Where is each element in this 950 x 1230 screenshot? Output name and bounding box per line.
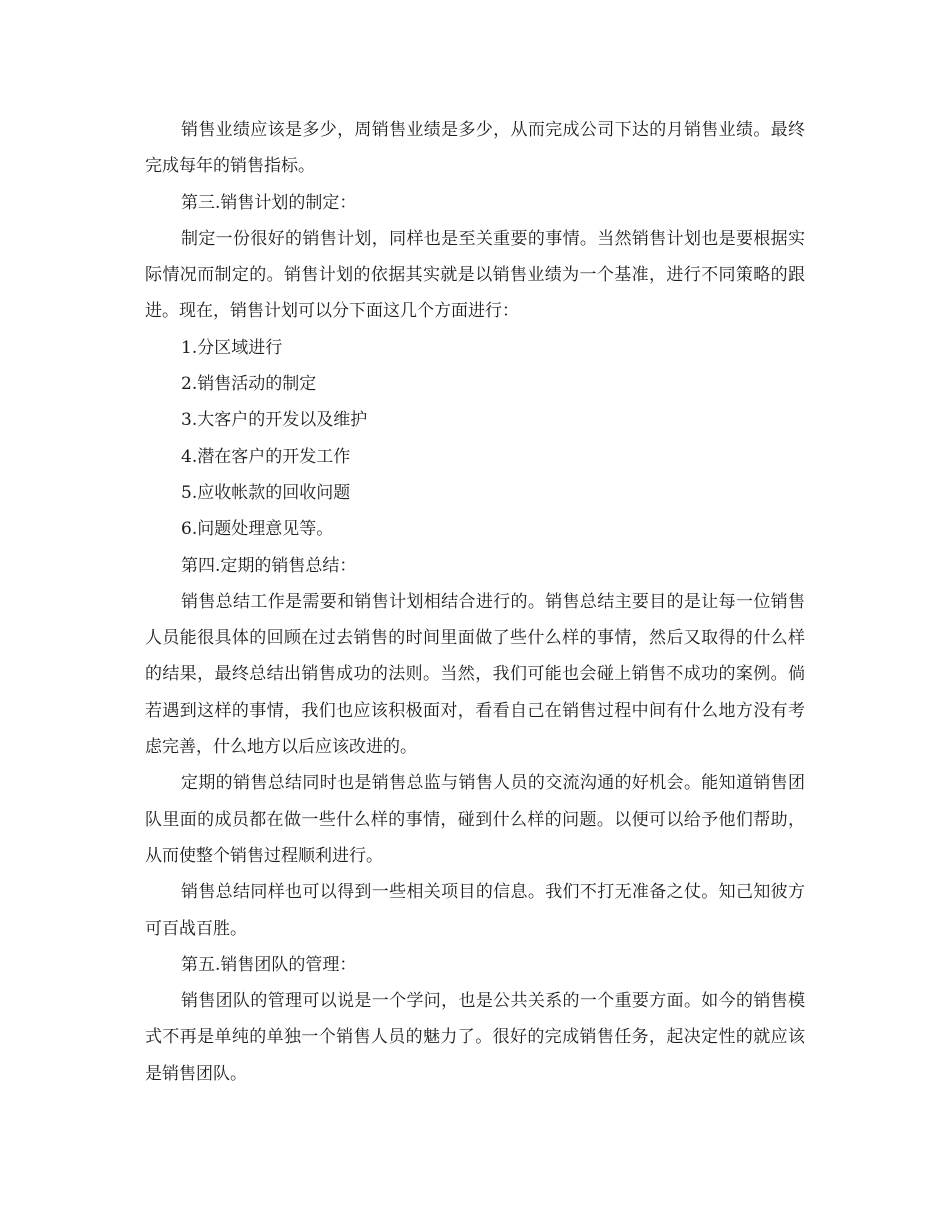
- list-item: 6.问题处理意见等。: [181, 519, 334, 540]
- list-item: 1.分区域进行: [181, 337, 283, 358]
- document-body: [145, 112, 805, 1092]
- section-heading: 第五.销售团队的管理：: [181, 954, 357, 975]
- list-item: 5.应收帐款的回收问题: [181, 482, 351, 503]
- list-item: 3.大客户的开发以及维护: [181, 410, 368, 431]
- section-heading: 第四.定期的销售总结：: [181, 555, 357, 576]
- paragraph: 销售总结工作是需要和销售计划相结合进行的。销售总结主要目的是让每一位销售人员能很具体的回顾在过去销售的时间里面做了些什么样的事情，然后又取得的什么样的结果，最终总结出销售成功的法则。当然，我们可能也会碰上销售不成功的案例。倘若遇到这样的事情，我们也应该积极面对，看看自己在销售过程中间有什么地方没有考虑完善，什么地方以后应该改进的。: [145, 591, 805, 758]
- paragraph: 制定一份很好的销售计划，同样也是至关重要的事情。当然销售计划也是要根据实际情况而制定的。销售计划的依据其实就是以销售业绩为一个基准，进行不同策略的跟进。现在，销售计划可以分下面这几个方面进行：: [145, 228, 805, 322]
- paragraph: 定期的销售总结同时也是销售总监与销售人员的交流沟通的好机会。能知道销售团队里面的成员都在做一些什么样的事情，碰到什么样的问题。以便可以给予他们帮助，从而使整个销售过程顺利进行。: [145, 773, 805, 866]
- paragraph: 销售总结同样也可以得到一些相关项目的信息。我们不打无准备之仗。知己知彼方可百战百胜。: [145, 882, 805, 939]
- list-item: 2.销售活动的制定: [181, 374, 317, 395]
- paragraph: 销售团队的管理可以说是一个学问，也是公共关系的一个重要方面。如今的销售模式不再是单纯的单独一个销售人员的魅力了。很好的完成销售任务，起决定性的就应该是销售团队。: [145, 991, 805, 1084]
- section-heading: 第三.销售计划的制定：: [181, 192, 357, 213]
- list-item: 4.潜在客户的开发工作: [181, 446, 351, 467]
- paragraph: 销售业绩应该是多少，周销售业绩是多少，从而完成公司下达的月销售业绩。最终完成每年的销售指标。: [145, 120, 805, 177]
